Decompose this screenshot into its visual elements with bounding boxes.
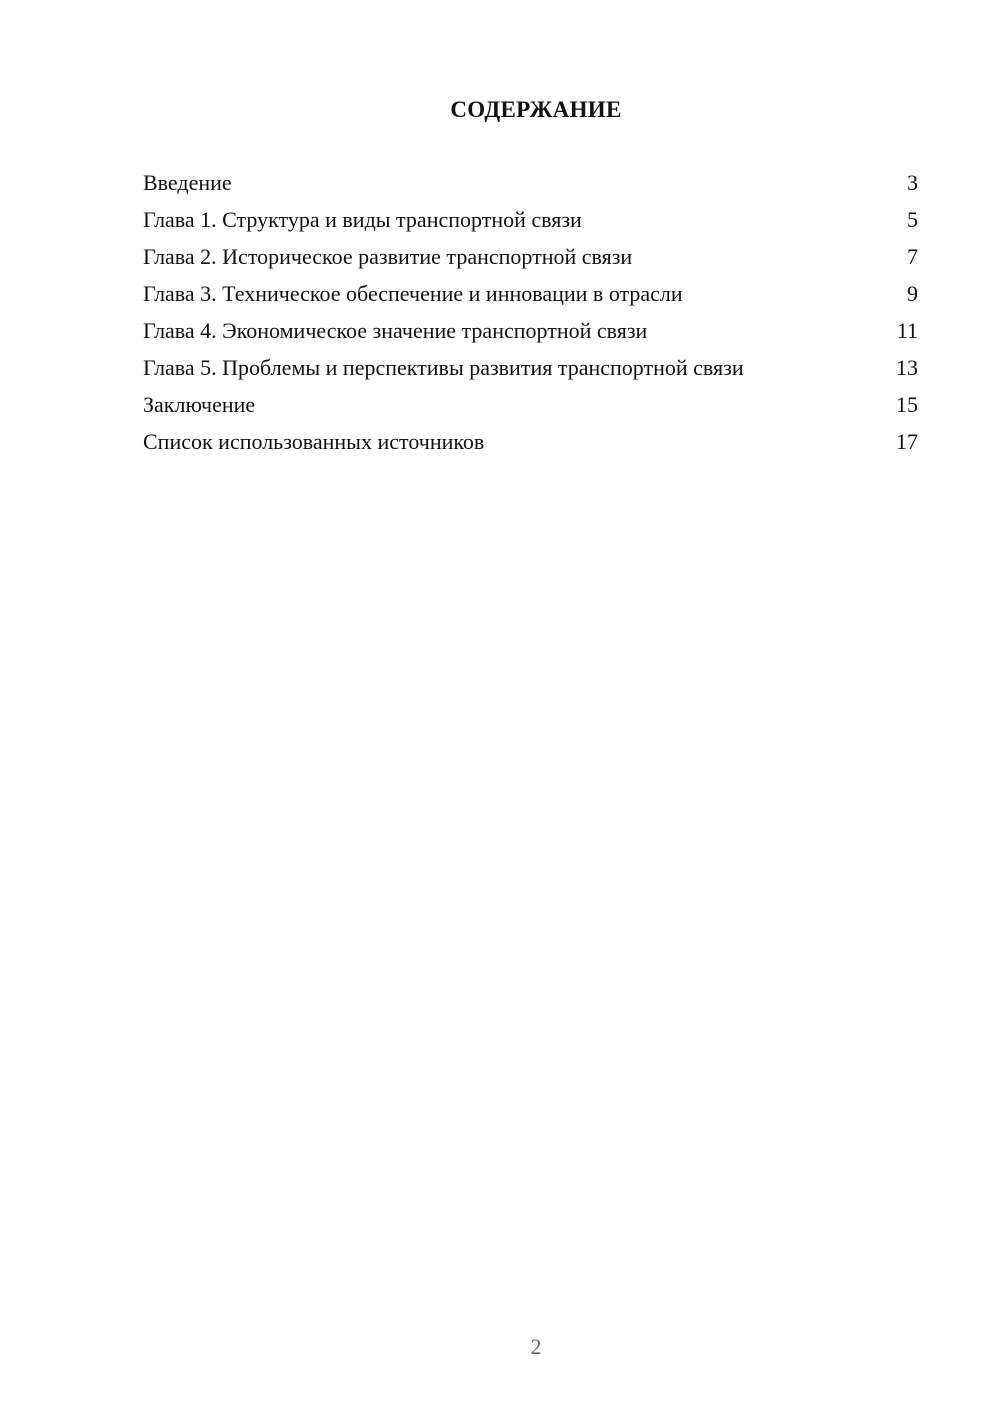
toc-entry-page: 11 [896,318,918,343]
toc-entry-chapter-1 [143,207,918,233]
toc-entry-page: 13 [896,355,918,380]
page-number: 2 [530,1334,542,1359]
toc-entry-page: 7 [907,244,918,269]
toc-entry-introduction [143,170,918,196]
toc-entry-conclusion [143,392,918,418]
toc-entry-references [143,429,918,455]
toc-entry-label: Глава 5. Проблемы и перспективы развития транспортной связи [143,355,744,380]
page-title: СОДЕРЖАНИЕ [450,97,622,122]
toc-entry-label: Глава 2. Историческое развитие транспортной связи [143,244,633,269]
toc-entry-page: 9 [907,281,918,306]
toc-entry-chapter-3 [143,281,918,307]
toc-entry-page: 3 [907,170,918,195]
toc-entry-page: 5 [907,207,918,232]
toc-entry-page: 17 [896,429,918,454]
toc-entry-label: Глава 1. Структура и виды транспортной связи [143,207,582,232]
toc-entry-label: Список использованных источников [143,429,485,454]
toc-entry-label: Введение [143,170,232,195]
toc-entry-label: Заключение [143,392,256,417]
toc-entry-chapter-4 [143,318,918,344]
toc-entry-chapter-5 [143,355,918,381]
toc-entry-chapter-2 [143,244,918,270]
toc-entry-page: 15 [896,392,918,417]
toc-entry-label: Глава 3. Техническое обеспечение и инновации в отрасли [143,281,683,306]
toc-entry-label: Глава 4. Экономическое значение транспортной связи [143,318,648,343]
table-of-contents [143,170,918,466]
